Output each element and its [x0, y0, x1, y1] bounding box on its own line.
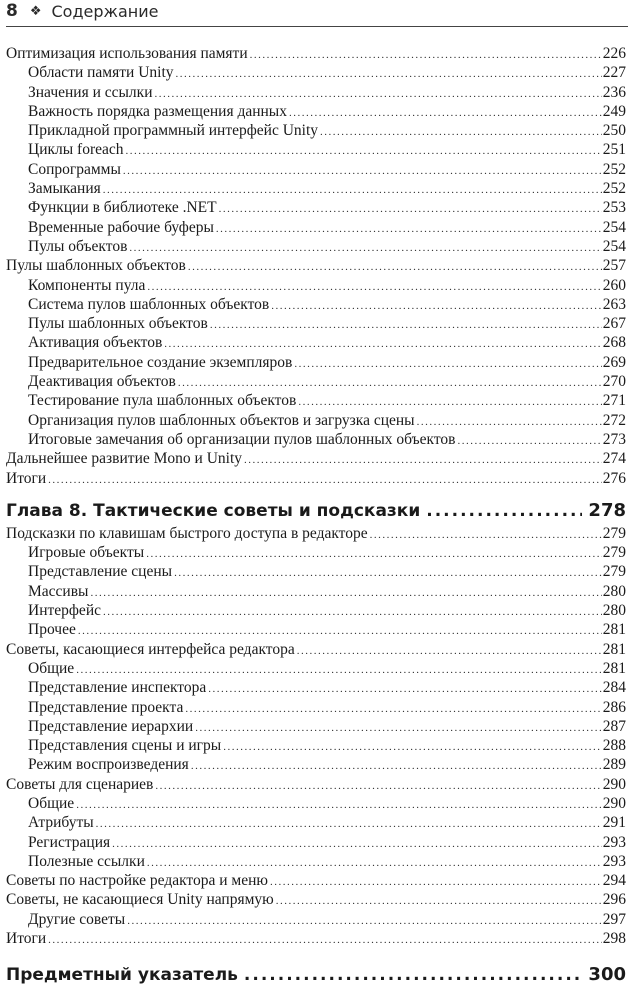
toc-entry-title: Деактивация объектов	[28, 373, 176, 391]
toc-entry-page: 271	[602, 392, 626, 410]
toc-entry-page: 293	[602, 852, 626, 870]
dot-leader	[96, 815, 602, 834]
toc-section-entry[interactable]	[6, 890, 626, 909]
toc-entry-page: 298	[602, 930, 626, 948]
toc-subsection-entry[interactable]	[6, 717, 626, 736]
toc-entry-page: 253	[602, 199, 626, 217]
toc-subsection-entry[interactable]	[6, 562, 626, 581]
toc-subsection-entry[interactable]	[6, 833, 626, 852]
toc-entry-page: 284	[602, 679, 626, 697]
toc-subsection-entry[interactable]	[6, 63, 626, 82]
toc-entry-title: Циклы foreach	[28, 141, 124, 159]
dot-leader	[185, 700, 601, 719]
toc-entry-title: Активация объектов	[28, 334, 163, 352]
toc-entry-page: 257	[602, 257, 626, 275]
dot-leader	[176, 65, 602, 84]
toc-subsection-entry[interactable]	[6, 582, 626, 601]
toc-entry-page: 281	[602, 640, 626, 658]
dot-leader	[129, 239, 601, 258]
toc-subsection-entry[interactable]	[6, 314, 626, 333]
index-page-number: 300	[588, 964, 626, 986]
toc-subsection-entry[interactable]	[6, 794, 626, 813]
dot-leader	[146, 545, 602, 564]
toc-subsection-entry[interactable]	[6, 813, 626, 832]
dot-leader	[191, 757, 602, 776]
dot-leader	[123, 162, 602, 181]
toc-entry-page: 254	[602, 237, 626, 255]
toc-subsection-entry[interactable]	[6, 852, 626, 871]
toc-entry-page: 267	[602, 315, 626, 333]
toc-entry-title: Итоги	[6, 930, 47, 948]
toc-entry-title: Прочее	[28, 621, 76, 639]
toc-subsection-entry[interactable]	[6, 83, 626, 102]
chapter-page-number: 278	[588, 499, 626, 521]
toc-entry-title: Области памяти Unity	[28, 64, 174, 82]
toc-entry-page: 252	[602, 180, 626, 198]
dot-leader	[320, 123, 602, 142]
toc-entry-title: Регистрация	[28, 833, 111, 851]
toc-section-entry[interactable]	[6, 449, 626, 468]
toc-entry-title: Атрибуты	[28, 814, 94, 832]
toc-entry-page: 272	[602, 411, 626, 429]
toc-entry-title: Представление сцены	[28, 563, 173, 581]
toc-section-chapter-7	[6, 44, 626, 488]
dot-leader	[457, 432, 601, 451]
toc-entry-title: Другие советы	[28, 910, 126, 928]
dot-leader	[289, 104, 602, 123]
toc-entry-page: 226	[602, 45, 626, 62]
toc-entry-title: Тестирование пула шаблонных объектов	[28, 392, 297, 410]
toc-subsection-entry[interactable]	[6, 678, 626, 697]
toc-entry-page: 288	[602, 737, 626, 755]
toc-section-entry[interactable]	[6, 929, 626, 948]
toc-entry-title: Функции в библиотеке .NET	[28, 199, 217, 217]
toc-entry-title: Значения и ссылки	[28, 83, 153, 101]
toc-entry-title: Замыкания	[28, 180, 101, 198]
index-heading[interactable]	[6, 962, 626, 988]
dot-leader	[270, 873, 602, 892]
toc-entry-title: Сопрограммы	[28, 160, 121, 178]
toc-entry-title: Пулы шаблонных объектов	[28, 315, 208, 333]
toc-entry-page: 279	[602, 524, 626, 542]
header-divider	[6, 26, 628, 27]
toc-entry-title: Итоговые замечания об организации пулов шаблонных объектов	[28, 430, 456, 448]
toc-entry-title: Пулы объектов	[28, 237, 128, 255]
toc-entry-page: 268	[602, 334, 626, 352]
toc-entry-page: 260	[602, 276, 626, 294]
toc-subsection-entry[interactable]	[6, 391, 626, 410]
toc-entry-page: 296	[602, 891, 626, 909]
toc-section-chapter-8	[6, 524, 626, 949]
toc-subsection-entry[interactable]	[6, 333, 626, 352]
toc-entry-title: Дальнейшее развитие Mono и Unity	[6, 450, 243, 468]
toc-entry-page: 276	[602, 469, 626, 487]
toc-entry-title: Общие	[28, 794, 75, 812]
dot-leader	[276, 892, 602, 911]
toc-entry-title: Представление инспектора	[28, 679, 207, 697]
toc-entry-page: 273	[602, 430, 626, 448]
dot-leader	[210, 316, 602, 335]
chapter-title: Глава 8. Тактические советы и подсказки	[6, 500, 421, 521]
toc-entry-title: Пулы шаблонных объектов	[6, 257, 186, 275]
toc-entry-title: Временные рабочие буферы	[28, 218, 214, 236]
toc-entry-title: Итоги	[6, 469, 47, 487]
toc-entry-page: 281	[602, 659, 626, 677]
toc-entry-title: Массивы	[28, 582, 89, 600]
toc-subsection-entry[interactable]	[6, 160, 626, 179]
toc-entry-page: 279	[602, 544, 626, 562]
toc-entry-title: Общие	[28, 659, 75, 677]
index-title: Предметный указатель	[6, 965, 238, 986]
dot-leader	[294, 355, 601, 374]
toc-entry-page: 251	[602, 141, 626, 159]
toc-subsection-entry[interactable]	[6, 237, 626, 256]
toc-entry-page: 286	[602, 698, 626, 716]
toc-entry-page: 274	[602, 450, 626, 468]
toc-subsection-entry[interactable]	[6, 372, 626, 391]
toc-entry-page: 254	[602, 218, 626, 236]
dot-leader	[188, 258, 602, 277]
toc-entry-page: 249	[602, 102, 626, 120]
toc-subsection-entry[interactable]	[6, 198, 626, 217]
dot-leader	[195, 719, 602, 738]
toc-subsection-entry[interactable]	[6, 601, 626, 620]
toc-entry-title: Советы по настройке редактора и меню	[6, 872, 268, 890]
toc-entry-page: 290	[602, 794, 626, 812]
toc-entry-title: Компоненты пула	[28, 276, 146, 294]
toc-entry-title: Организация пулов шаблонных объектов и загрузка сцены	[28, 411, 415, 429]
toc-section-entry[interactable]	[6, 871, 626, 890]
toc-subsection-entry[interactable]	[6, 276, 626, 295]
dot-leader	[223, 738, 602, 757]
dot-leader	[90, 584, 601, 603]
running-head	[6, 0, 628, 22]
dot-leader	[48, 931, 602, 950]
toc-entry-page: 290	[602, 775, 626, 793]
toc-subsection-entry[interactable]	[6, 411, 626, 430]
toc-subsection-entry[interactable]	[6, 659, 626, 678]
toc-entry-page: 291	[602, 814, 626, 832]
toc-entry-title: Игровые объекты	[28, 544, 145, 562]
toc-section-entry[interactable]	[6, 640, 626, 659]
dot-leader	[250, 46, 602, 65]
dot-leader	[174, 564, 602, 583]
toc-entry-title: Оптимизация использования памяти	[6, 45, 248, 62]
toc-entry-title: Представления сцены и игры	[28, 737, 222, 755]
toc-section-entry[interactable]	[6, 524, 626, 543]
toc-entry-title: Представление иерархии	[28, 717, 194, 735]
dot-leader	[126, 142, 602, 161]
toc-entry-page: 293	[602, 833, 626, 851]
toc-entry-title: Советы, касающиеся интерфейса редактора	[6, 640, 295, 658]
toc-subsection-entry[interactable]	[6, 755, 626, 774]
diamond-ornament-icon: ❖	[29, 3, 42, 19]
toc-subsection-entry[interactable]	[6, 620, 626, 639]
toc-entry-title: Интерфейс	[28, 602, 101, 620]
toc-entry-page: 236	[602, 83, 626, 101]
dot-leader	[216, 220, 602, 239]
toc-entry-title: Прикладной программный интерфейс Unity	[28, 122, 319, 140]
toc-entry-page: 227	[602, 64, 626, 82]
toc-entry-title: Подсказки по клавишам быстрого доступа в редакторе	[6, 524, 368, 542]
toc-subsection-entry[interactable]	[6, 179, 626, 198]
toc-entry-title: Советы, не касающиеся Unity напрямую	[6, 891, 274, 909]
toc-subsection-entry[interactable]	[6, 353, 626, 372]
toc-entry-title: Представление проекта	[28, 698, 184, 716]
toc-section-entry[interactable]	[6, 469, 626, 488]
dot-leader	[155, 777, 601, 796]
toc-entry-title: Важность порядка размещения данных	[28, 102, 287, 120]
dot-leader	[48, 471, 602, 490]
toc-entry-page: 281	[602, 621, 626, 639]
toc-entry-page: 289	[602, 756, 626, 774]
dot-leader	[127, 912, 602, 931]
toc-entry-page: 280	[602, 582, 626, 600]
toc-entry-title: Полезные ссылки	[28, 852, 145, 870]
toc-subsection-entry[interactable]	[6, 543, 626, 562]
toc-section-entry[interactable]	[6, 44, 626, 63]
toc-subsection-entry[interactable]	[6, 910, 626, 929]
table-of-contents	[6, 44, 626, 988]
dot-leader	[297, 642, 602, 661]
toc-entry-page: 294	[602, 872, 626, 890]
toc-subsection-entry[interactable]	[6, 121, 626, 140]
toc-entry-page: 270	[602, 373, 626, 391]
chapter-8-heading[interactable]	[6, 498, 626, 524]
toc-entry-title: Режим воспроизведения	[28, 756, 189, 774]
dot-leader	[426, 498, 582, 524]
toc-subsection-entry[interactable]	[6, 140, 626, 159]
toc-subsection-entry[interactable]	[6, 698, 626, 717]
toc-subsection-entry[interactable]	[6, 102, 626, 121]
toc-subsection-entry[interactable]	[6, 295, 626, 314]
toc-section-entry[interactable]	[6, 775, 626, 794]
section-name: Содержание	[51, 1, 159, 21]
toc-entry-page: 263	[602, 295, 626, 313]
page-number: 8	[6, 1, 18, 21]
toc-entry-title: Система пулов шаблонных объектов	[28, 295, 270, 313]
toc-entry-page: 280	[602, 602, 626, 620]
toc-subsection-entry[interactable]	[6, 218, 626, 237]
toc-entry-page: 287	[602, 717, 626, 735]
dot-leader	[208, 680, 602, 699]
dot-leader	[244, 451, 602, 470]
toc-entry-page: 269	[602, 353, 626, 371]
toc-entry-page: 252	[602, 160, 626, 178]
toc-entry-title: Предварительное создание экземпляров	[28, 353, 293, 371]
dot-leader	[112, 835, 602, 854]
dot-leader	[370, 526, 602, 545]
dot-leader	[271, 297, 602, 316]
toc-subsection-entry[interactable]	[6, 430, 626, 449]
toc-entry-page: 297	[602, 910, 626, 928]
toc-entry-page: 279	[602, 563, 626, 581]
dot-leader	[76, 796, 602, 815]
toc-section-entry[interactable]	[6, 256, 626, 275]
dot-leader	[219, 200, 602, 219]
dot-leader	[244, 962, 583, 988]
toc-entry-page: 250	[602, 122, 626, 140]
dot-leader	[103, 603, 602, 622]
toc-entry-title: Советы для сценариев	[6, 775, 154, 793]
toc-subsection-entry[interactable]	[6, 736, 626, 755]
